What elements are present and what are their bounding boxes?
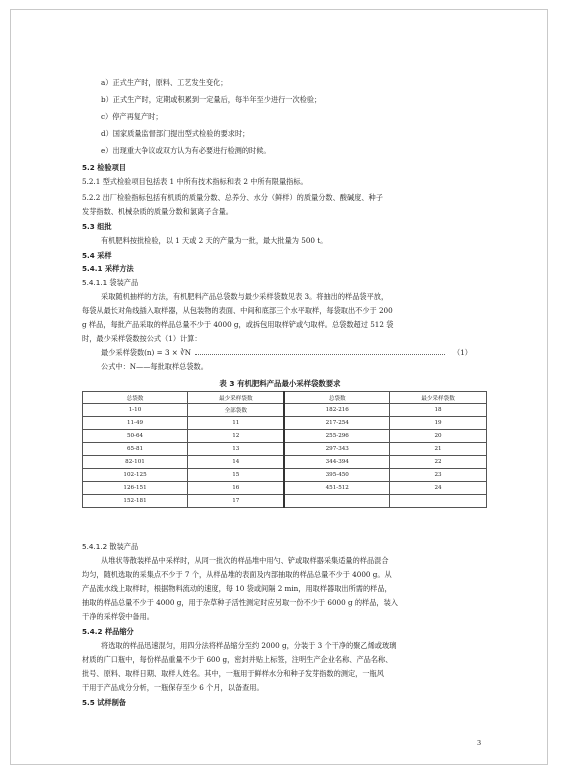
- cell-min-sample-bags: 14: [188, 456, 285, 469]
- list-item-b: b）正式生产时，定期或积累到一定量后，每半年至少进行一次检验；: [101, 95, 322, 104]
- list-item-e: e）出现重大争议或双方认为有必要进行检测的时候。: [101, 146, 271, 155]
- cell-total-bags: 50-64: [83, 430, 188, 443]
- cell-min-sample-bags: 16: [188, 482, 285, 495]
- section-5-3-text: 有机肥料按批检验，以 1 天或 2 天的产量为一批，最大批量为 500 t。: [101, 236, 328, 245]
- cell-min-sample-bags: 15: [188, 469, 285, 482]
- table-row: [83, 469, 487, 482]
- header-total-bags: 总袋数: [83, 392, 188, 404]
- cell-total-bags-2: 297-343: [284, 443, 389, 456]
- cell-min-sample-bags-2: 18: [390, 404, 487, 417]
- formula-note: 公式中：N——每批取样总袋数。: [101, 362, 208, 371]
- cell-min-sample-bags: 13: [188, 443, 285, 456]
- header-min-sample-bags-2: 最少采样袋数: [390, 392, 487, 404]
- formula-number: （1）: [453, 348, 472, 357]
- cell-total-bags: 126-151: [83, 482, 188, 495]
- section-5-4-2-line-2: 材质的广口瓶中，每份样品重量不少于 600 g，密封并贴上标签，注明生产企业名称、产品名称、: [82, 655, 393, 664]
- cell-total-bags: 102-125: [83, 469, 188, 482]
- section-5-4-heading: 5.4 采样: [82, 251, 112, 260]
- section-5-4-1-1-line-1: 采取随机抽样的方法，有机肥料产品总袋数与最少采样袋数见表 3。将抽出的样品袋平放，: [101, 292, 389, 301]
- list-item-a: a）正式生产时，原料、工艺发生变化；: [101, 78, 228, 87]
- table-row: [83, 456, 487, 469]
- section-5-4-1-1-heading: 5.4.1.1 袋装产品: [82, 278, 139, 287]
- section-5-4-2-line-3: 批号、原料、取样日期、取样人姓名。其中，一瓶用于鲜样水分和种子发芽指数的测定，一瓶风: [82, 669, 384, 678]
- section-5-2-2-line-1: 5.2.2 出厂检验指标包括有机质的质量分数、总养分、水分（鲜样）的质量分数、酸碱度、种子: [82, 193, 383, 202]
- cell-total-bags: 65-81: [83, 443, 188, 456]
- section-5-4-2-heading: 5.4.2 样品缩分: [82, 627, 134, 636]
- list-item-c: c）停产再复产时；: [101, 112, 163, 121]
- table-row: [83, 417, 487, 430]
- table-row: [83, 482, 487, 495]
- cell-min-sample-bags-2: 19: [390, 417, 487, 430]
- formula: 最少采样袋数(n) = 3 × ∛N: [101, 348, 191, 357]
- cell-total-bags-2: 395-450: [284, 469, 389, 482]
- section-5-4-1-2-line-2: 均匀，随机选取的采集点不少于 7 个，从样品堆的表面及内部抽取的样品总量不少于 4000 g。从: [82, 570, 392, 579]
- section-5-4-1-2-line-4: 抽取的样品总量不少于 4000 g，用于杂草种子活性测定时应另取一份不少于 6000 g 的样品，装入: [82, 598, 398, 607]
- section-5-4-1-1-line-3: g 样品，每批产品采取的样品总量不少于 4000 g，或拆包用取样铲或勺取样。总袋数超过 512 袋: [82, 320, 394, 329]
- cell-min-sample-bags-2: [390, 495, 487, 508]
- cell-min-sample-bags: 17: [188, 495, 285, 508]
- section-5-4-1-2-line-5: 干净的采样袋中备用。: [82, 612, 154, 621]
- cell-total-bags-2: 451-512: [284, 482, 389, 495]
- cell-total-bags: 11-49: [83, 417, 188, 430]
- table-row: [83, 404, 487, 417]
- section-5-4-1-heading: 5.4.1 采样方法: [82, 264, 134, 273]
- cell-min-sample-bags-2: 21: [390, 443, 487, 456]
- table-row: [83, 495, 487, 508]
- cell-min-sample-bags: 12: [188, 430, 285, 443]
- page-number: 3: [477, 739, 482, 747]
- cell-total-bags-2: [284, 495, 389, 508]
- section-5-3-heading: 5.3 组批: [82, 222, 112, 231]
- section-5-4-2-line-4: 干用于产品成分分析，一瓶保存至少 6 个月，以备查用。: [82, 683, 264, 692]
- table-row: [83, 430, 487, 443]
- cell-min-sample-bags-2: 24: [390, 482, 487, 495]
- table-header-row: [83, 392, 487, 404]
- cell-min-sample-bags-2: 23: [390, 469, 487, 482]
- cell-min-sample-bags: 全部袋数: [188, 404, 285, 417]
- list-item-d: d）国家质量监督部门提出型式检验的要求时；: [101, 129, 250, 138]
- section-5-2-1-text: 5.2.1 型式检验项目包括表 1 中所有技术指标和表 2 中所有限量指标。: [82, 177, 308, 186]
- section-5-4-1-2-line-1: 从堆状等散装样品中采样时，从同一批次的样品堆中用勺、铲或取样器采集适量的样品混合: [101, 556, 389, 565]
- cell-total-bags-2: 182-216: [284, 404, 389, 417]
- section-5-4-2-line-1: 将选取的样品迅速混匀，用四分法将样品缩分至约 2000 g，分装于 3 个干净的聚乙烯或玻璃: [101, 641, 397, 650]
- cell-total-bags: 82-101: [83, 456, 188, 469]
- document-page: [10, 9, 548, 765]
- cell-total-bags: 152-181: [83, 495, 188, 508]
- header-total-bags-2: 总袋数: [284, 392, 389, 404]
- table-3: [82, 391, 487, 508]
- section-5-2-2-line-2: 发芽指数、机械杂质的质量分数和氯离子含量。: [82, 207, 233, 216]
- cell-total-bags-2: 217-254: [284, 417, 389, 430]
- cell-min-sample-bags: 11: [188, 417, 285, 430]
- cell-total-bags-2: 344-394: [284, 456, 389, 469]
- cell-total-bags-2: 255-296: [284, 430, 389, 443]
- section-5-5-heading: 5.5 试样制备: [82, 698, 126, 707]
- formula-leader-dots: [195, 354, 445, 355]
- header-min-sample-bags: 最少采样袋数: [188, 392, 285, 404]
- table-3-caption: 表 3 有机肥料产品最小采样袋数要求: [219, 379, 341, 388]
- section-5-4-1-2-heading: 5.4.1.2 散装产品: [82, 542, 139, 551]
- cell-min-sample-bags-2: 20: [390, 430, 487, 443]
- section-5-4-1-1-line-2: 每袋从最长对角线插入取样器，从包装物的表面、中间和底部三个水平取样，每袋取出不少于 200: [82, 306, 393, 315]
- table-3-body: [83, 404, 487, 508]
- cell-total-bags: 1-10: [83, 404, 188, 417]
- table-row: [83, 443, 487, 456]
- section-5-4-1-1-line-4: 时，最少采样袋数按公式（1）计算：: [82, 334, 202, 343]
- section-5-2-heading: 5.2 检验项目: [82, 163, 126, 172]
- section-5-4-1-2-line-3: 产品流水线上取样时，根据物料流动的速度，每 10 袋或间隔 2 min，用取样器取出所需的样品，: [82, 584, 392, 593]
- cell-min-sample-bags-2: 22: [390, 456, 487, 469]
